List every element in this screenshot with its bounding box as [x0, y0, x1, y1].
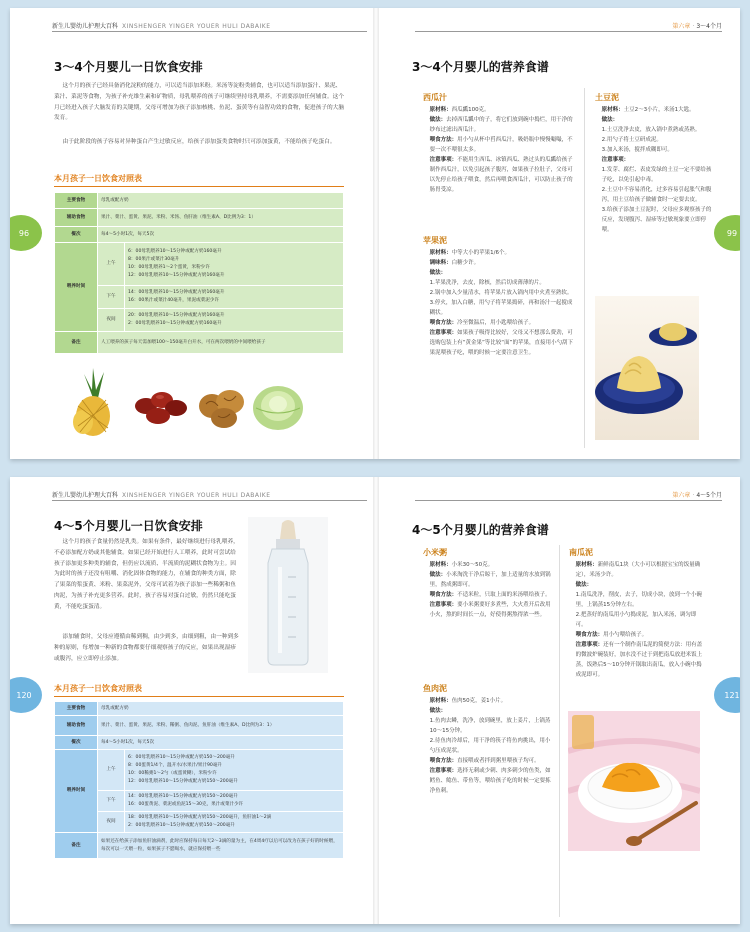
body-paragraph: 添加辅食时，父母应遵循由稀到稠，由少到多，由细到粗，由一种到多种的原则，每增加一种新的食物都要仔细观察孩子的反应，如果出现湿疹或腹泻，应立即停止添加。	[54, 634, 239, 662]
header-rule	[52, 31, 367, 32]
recipe-title: 鱼肉泥	[423, 684, 447, 693]
column-divider	[559, 545, 560, 917]
book-title-cn: 新生儿婴幼儿护理大百科	[52, 492, 119, 499]
chapter-label: 第六章	[672, 23, 691, 30]
running-header-right: 第六章 · 3～4个月	[672, 23, 722, 30]
recipe-title: 南瓜泥	[569, 548, 593, 557]
diet-table: 主要食物 母乳或配方奶 辅助食物 果汁、菜汁、蛋黄、果泥、米粉、米汤、鱼肝油（维生素A、D比例为3：1） 餐次 每4～5小时1次，每天5次 喂养时间 上午 6：00母乳喂养10～15分钟或配方奶160毫升 8：00果汁或菜汁30毫升 10：00母乳喂养1～2个蛋黄，米粉少许 12：00母乳喂养10～15分钟或配方奶160毫升 下午 14：00母乳喂养10～15分钟或配方奶160毫升 16：00果汁或菜汁40毫升，果泥或菜泥少许 夜间 20：00母乳喂养10～15分钟或配方奶160毫升 2：00母乳喂养10～15分钟或配方奶160毫升 备注 人工喂养的孩子每天需加喂100～150毫升白开水，可在两次喂奶的中间喂给孩子	[54, 192, 344, 354]
page-title: 3～4个月婴儿一日饮食安排	[54, 60, 203, 74]
page-number-tab: 96	[10, 215, 42, 251]
book-title-en: XINSHENGER YINGER YOUER HULI DABAIKE	[122, 23, 271, 30]
table-title: 本月孩子一日饮食对照表	[54, 174, 142, 183]
page-number-tab: 121	[714, 677, 740, 713]
recipe-title: 西瓜汁	[423, 93, 447, 102]
recipe-body: 原材料：鱼肉50克，姜1小片。 做法： 1.鱼肉去鳞，洗净，放到碗里，放上姜片，上锅蒸10～15分钟。 2.待鱼肉冷却后，用干净的筷子将鱼肉挑出，用小勺压成泥状。 喂食方法：直接喂或者拌到粥里喂孩子均可。 注意事项：选择无刺或少刺、肉多刺少的鱼类，如鳕鱼、鲶鱼、带鱼等，喂给孩子吃的时候一定要拣净鱼刺。	[429, 698, 551, 794]
recipe-title: 小米粥	[423, 548, 447, 557]
column-divider	[584, 88, 585, 448]
header-rule	[52, 500, 367, 501]
body-paragraph: 这个月的孩子已经具备消化淀粉的能力，可以适当添加米粉。米汤等淀粉类辅食，也可以适当添加蛋汁、果泥、菜汁、菜泥等食物，为孩子补充维生素和矿物质，母乳喂养的孩子可继续坚持母乳喂养，不需要添加任何辅食。这个月已经进入孩子大脑发育的关键期，父母可增加为孩子添加核桃、鱼泥、蛋黄等有益智功效的食物，促进孩子的大脑发育。	[54, 83, 345, 122]
diet-table: 主要食物 母乳或配方奶 辅助食物 果汁、菜汁、蛋黄、果泥、米粉、稀粥、鱼肉泥、鱼肝油（维生素A、D比例为3：1） 餐次 每4～5小时1次，每天5次 喂养时间 上午 6：00母乳喂养10～15分钟或配方奶150～200毫升 8：00蛋黄1/4个，温开水/水果汁/果汁90毫升 10：00稀粥1～2勺（或蛋黄糊），米粉少许 12：00母乳喂养10～15分钟或配方奶150～200毫升 下午 14：00母乳喂养10～15分钟或配方奶150～200毫升 16：00蛋黄泥、菜泥或鱼泥15～30克，果汁或菜汁少许 夜间 18：00母乳喂养10～15分钟或配方奶150～200毫升，鱼肝油1～2滴 2：00母乳喂养10～15分钟或配方奶150～200毫升 备注 如果还在给孩子添加鱼肝油滴剂，此时应保持每日每天2～3滴的量为主，在4周4疗以后可以改为在孩子好的时候喂，每次可以一天喂一粒，如果孩子不愿喝水，就应保持喂一些	[54, 701, 344, 859]
chapter-label: 第六章	[672, 492, 691, 499]
page-title: 4～5个月婴儿一日饮食安排	[54, 519, 203, 533]
pineapple-image	[62, 368, 124, 436]
recipe-body: 原材料：西瓜瓤100克。 做法：去掉西瓜瓤中的子，将它们放到碗中捣烂，用干净的纱布过滤出西瓜汁。 喂食方法：用小勺从杯中舀西瓜汁，吸奶瓶中慢慢嘬嘬，不要一次不喂很太多。 注意事项：不能用生西瓜、冰镇西瓜、熟过头的瓜瓤给孩子制作西瓜汁，以免引起孩子腹泻，如果孩子拉肚子，父母可以先停止给孩子喂食，然后再喂食西瓜汁，可以防止孩子的肠胃受凉。	[429, 107, 573, 193]
running-header-left	[52, 490, 271, 499]
book-spread-bottom	[10, 477, 740, 924]
page-number-tab: 120	[10, 677, 42, 713]
book-spread-top	[10, 8, 740, 459]
recipe-body: 原材料：土豆2～3小片，米汤1大匙。 做法： 1.土豆洗净去皮，放入锅中煮熟或蒸熟。 2.用勺子将土豆研成泥。 3.加入米汤，搅拌成糊即可。 注意事项： 1.发芽、腐烂、表皮发绿的土豆一定不要给孩子吃，以免引起中毒。 2.土豆中不容易消化，过多容易引起胀气和腹泻，用土豆给孩子做辅食时一定要去皮。 3.给孩子添加土豆泥时，父母应多观察孩子的反应，发现腹泻、湿疹等过敏现象要立即停喂。	[601, 107, 712, 233]
table-title: 本月孩子一日饮食对照表	[54, 684, 142, 693]
mashed-potato-photo	[595, 296, 699, 440]
header-rule	[415, 500, 722, 501]
book-title-en: XINSHENGER YINGER YOUER HULI DABAIKE	[122, 492, 271, 499]
recipe-body: 原材料：中等大小的苹果1/6个。 调味料：白糖少许。 做法： 1.苹果洗净，去皮，除核，然后切成薄薄的片。 2.锅中加入少量清水，将苹果片放入锅内用中火煮至熟软。 3.停火，加入白糖，用勺子将苹果捣碎，再和汤汁一起搅成糊状。 喂食方法：冷至微温后，用小匙喂给孩子。 注意事项：如果孩子吸得比较好，父母又不想那么费劲，可选购包装上有“黄金果”等比较“面”的苹果，直接用小勺刮下果泥喂孩子吃，喂的时候一定要注意卫生。	[429, 250, 573, 356]
header-rule	[415, 31, 722, 32]
body-paragraph: 由于此阶段的孩子容易对异种蛋白产生过敏反应，给孩子添加蛋类食物时只可添加蛋黄，不能给孩子吃蛋白。	[62, 139, 336, 145]
gutter	[373, 477, 379, 924]
age-label: 3～4个月	[696, 23, 722, 30]
recipe-title: 土豆泥	[595, 93, 619, 102]
page-title: 4～5个月婴儿的营养食谱	[412, 523, 549, 537]
red-dates-image	[132, 386, 190, 428]
book-title-cn: 新生儿婴幼儿护理大百科	[52, 23, 119, 30]
recipe-body: 原材料：小米30～50克。 做法：小米淘洗干净后晾干，加上适量的水放到锅里，熬成粥即可。 喂食方法：不适米粒，只取上面的米汤喂给孩子。 注意事项：要小米粥要好多煮些，大火煮开后改用小火，熬的时间长一点，好使得粥熬得浓一些。	[429, 562, 551, 618]
walnut-image	[196, 384, 248, 430]
pumpkin-puree-photo	[568, 711, 700, 851]
table-title-rule	[54, 186, 344, 187]
age-label: 4～5个月	[696, 492, 722, 499]
body-paragraph: 这个月的孩子食量仍然是乳类。如果有条件，最好继续进行母乳喂养，不必添加配方奶或其他辅食。如果已经开始进行人工喂养，此时可尝试给孩子添加更多种类的辅食，但仍应以流质、半流质的泥糊状食物为主。因为此时的孩子还没有咀嚼、消化固体食物的能力，在辅食的种类方面，除了果菜的浆蛋黄、米粉、果菜泥外，父母可试着为孩子添加一些稀粥和鱼肉泥，为孩子补充更多营养。此时，孩子容易对蛋白过敏，仍然只能吃蛋黄，不能吃蛋蛋清。	[54, 539, 239, 610]
recipe-body: 原材料：新鲜南瓜1块（大小可以根据宝宝的饭量确定），米汤少许。 做法： 1.南瓜洗净，削皮，去子，切成小块，放到一个小碗里，上锅蒸15分钟左右。 2.把蒸好的南瓜用小勺捣成泥，加入米汤，调匀即可。 喂食方法：用小勺喂给孩子。 注意事项：还有一个制作南瓜泥的简便方法：用有盖的微波炉碗装好，加水没不过于到把南瓜放进米饭上蒸，饭熟后5～10分钟开锅取出南瓜，放入小碗中捣成泥即可。	[575, 562, 703, 678]
running-header-right: 第六章 · 4～5个月	[672, 492, 722, 499]
table-title-rule	[54, 696, 344, 697]
page-title: 3～4个月婴儿的营养食谱	[412, 60, 549, 74]
page-number-tab: 99	[714, 215, 740, 251]
baby-bottle-photo	[248, 517, 328, 673]
gutter	[373, 8, 379, 459]
running-header-left	[52, 21, 271, 30]
cabbage-image	[250, 378, 306, 434]
recipe-title: 苹果泥	[423, 236, 447, 245]
